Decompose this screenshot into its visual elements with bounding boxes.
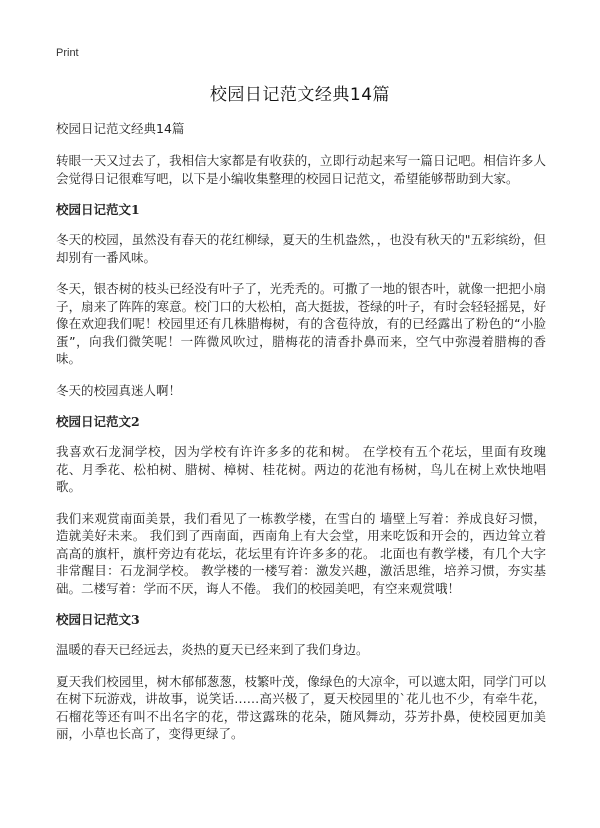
section-heading: 校园日记范文3 [56, 612, 140, 627]
document-subtitle: 校园日记范文经典14篇 [56, 121, 185, 136]
section-heading: 校园日记范文1 [56, 202, 140, 217]
print-label[interactable]: Print [56, 47, 79, 59]
section-paragraph: 冬天的校园，虽然没有春天的花红柳绿，夏天的生机盎然，，也没有秋天的"五彩缤纷，但却别有一番风味。 [56, 232, 546, 265]
section-paragraph: 温暖的春天已经远去，炎热的夏天已经来到了我们身边。 [56, 642, 369, 657]
section-paragraph: 我喜欢石龙洞学校，因为学校有许许多多的花和树。 在学校有五个花坛，里面有玫瑰花、月季花、松柏树、腊树、樟树、桂花树。两边的花池有杨树，鸟儿在树上欢快地唱歌。 [56, 444, 546, 494]
section-paragraph: 冬天的校园真迷人啊！ [56, 382, 182, 398]
section-paragraph: 夏天我们校园里，树木郁郁葱葱，枝繁叶茂，像绿色的大凉伞，可以遮太阳，同学门可以在树下玩游戏，讲故事，说笑话……高兴极了，夏天校园里的`花儿也不少，有牵牛花，石榴花等还有叫不出名字的花，带这露珠的花朵，随风舞动，芬芳扑鼻，使校园更加美丽，小草也长高了，变得更绿了。 [56, 673, 546, 741]
section-paragraph: 冬天，银杏树的枝头已经没有叶子了，光秃秃的。可撒了一地的银杏叶，就像一把把小扇子，扇来了阵阵的寒意。校门口的大松柏，高大挺拔，苍绿的叶子，有时会轻轻摇晃，好像在欢迎我们呢！校园里还有几株腊梅树，有的含苞待放，有的已经露出了粉色的“小脸蛋”，向我们微笑呢！一阵微风吹过，腊梅花的清香扑鼻而来，空气中弥漫着腊梅的香味。 [56, 281, 546, 366]
intro-paragraph: 转眼一天又过去了，我相信大家都是有收获的，立即行动起来写一篇日记吧。相信许多人会觉得日记很难写吧，以下是小编收集整理的校园日记范文，希望能够帮助到大家。 [56, 153, 546, 186]
document-body [56, 120, 546, 757]
section-paragraph: 我们来观赏南面美景，我们看见了一栋教学楼，在雪白的 墙壁上写着：养成良好习惯，造就美好未来。 我们到了西南面，西南角上有大会堂，用来吃饭和开会的，西边耸立着高高的旗杆，旗杆旁边有花坛，花坛里有许许多多的花。 北面也有教学楼，有几个大字非常醒目：石龙洞学校。 教学楼的一楼写着：激发兴趣，激活思维，培养习惯，夯实基础。二楼写着：学而不厌，诲人不倦。 我们的校园美吧，有空来观赏哦！ [56, 510, 546, 596]
section-heading: 校园日记范文2 [56, 414, 140, 429]
document-title: 校园日记范文经典14篇 [209, 85, 391, 105]
